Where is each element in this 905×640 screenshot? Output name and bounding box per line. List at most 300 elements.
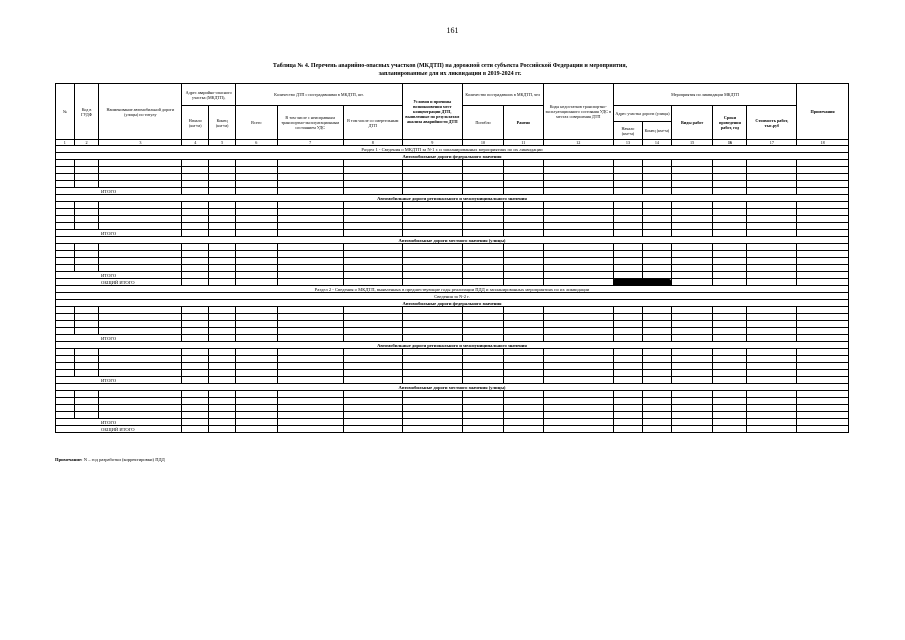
table-cell (747, 258, 797, 265)
table-cell (613, 188, 642, 195)
table-cell (797, 405, 849, 412)
table-cell (462, 349, 503, 356)
table-cell (504, 167, 543, 174)
table-cell (182, 244, 209, 251)
table-cell (343, 398, 402, 405)
table-cell (209, 202, 236, 209)
table-cell (797, 258, 849, 265)
table-cell (504, 244, 543, 251)
table-cell (671, 314, 712, 321)
table-cell (343, 314, 402, 321)
table-cell (236, 349, 277, 356)
table-cell (402, 167, 462, 174)
table-cell (613, 216, 642, 223)
hdr-m-start: Начало (км+м) (613, 122, 642, 140)
table-cell (671, 202, 712, 209)
itogo-label-row (56, 230, 849, 237)
hdr-measures: Мероприятия по ликвидации МКДТП (613, 84, 796, 106)
table-cell (543, 398, 613, 405)
table-cell (402, 321, 462, 328)
table-cell (671, 272, 712, 279)
table-row (56, 398, 849, 405)
table-cell (343, 223, 402, 230)
table-cell (236, 377, 277, 384)
table-cell (671, 251, 712, 258)
table-cell (182, 209, 209, 216)
table-cell (747, 370, 797, 377)
table-cell (402, 244, 462, 251)
road-local-title-row (56, 237, 849, 244)
table-cell (277, 181, 343, 188)
table-cell (209, 328, 236, 335)
table-cell (182, 272, 209, 279)
section-2-subtitle-row (56, 293, 849, 300)
table-cell (277, 335, 343, 342)
table-cell (277, 307, 343, 314)
section-2-title-row (56, 286, 849, 293)
table-cell (277, 258, 343, 265)
table-cell (613, 412, 642, 419)
table-cell (613, 181, 642, 188)
table-cell (182, 426, 209, 433)
table-cell (182, 363, 209, 370)
table-cell (209, 370, 236, 377)
table-cell (713, 391, 747, 398)
itogo-label-row (56, 419, 849, 426)
table-cell (462, 244, 503, 251)
table-cell (504, 216, 543, 223)
section-1-title: Раздел 1 - Сведения о МКДТП за N-1 г. и запланированных мероприятиях по их ликвидации (56, 146, 849, 153)
table-cell (713, 223, 747, 230)
table-cell (209, 223, 236, 230)
table-cell (713, 167, 747, 174)
table-cell (343, 279, 402, 286)
table-cell (747, 216, 797, 223)
table-cell (56, 244, 75, 251)
table-cell (74, 321, 99, 328)
table-cell (504, 279, 543, 286)
table-cell (182, 216, 209, 223)
table-cell (182, 321, 209, 328)
table-cell (209, 216, 236, 223)
table-cell (642, 216, 671, 223)
table-cell (277, 356, 343, 363)
table-cell (56, 412, 75, 419)
table-cell (74, 391, 99, 398)
table-cell (713, 412, 747, 419)
table-cell (182, 251, 209, 258)
table-cell (747, 314, 797, 321)
table-cell (671, 307, 712, 314)
table-cell (543, 321, 613, 328)
table-cell (99, 363, 182, 370)
table-cell (642, 230, 671, 237)
table-cell (99, 356, 182, 363)
table-cell (747, 272, 797, 279)
table-cell (277, 223, 343, 230)
table-cell (209, 363, 236, 370)
table-cell (236, 258, 277, 265)
table-cell (642, 202, 671, 209)
table-row (56, 307, 849, 314)
table-cell (209, 377, 236, 384)
table-cell (236, 321, 277, 328)
col-num: 14 (642, 140, 671, 146)
table-cell (236, 181, 277, 188)
table-cell (642, 314, 671, 321)
table-cell (642, 307, 671, 314)
table-cell (462, 258, 503, 265)
itogo-label: ИТОГО (56, 272, 182, 279)
table-cell (543, 328, 613, 335)
table-cell (182, 370, 209, 377)
table-cell (343, 321, 402, 328)
table-cell (671, 398, 712, 405)
table-cell (671, 244, 712, 251)
table-cell (56, 251, 75, 258)
table-cell (209, 391, 236, 398)
table-cell (642, 223, 671, 230)
table-cell (642, 419, 671, 426)
table-cell (462, 181, 503, 188)
table-cell (713, 181, 747, 188)
table-cell (182, 328, 209, 335)
table-cell (402, 335, 462, 342)
table-cell (543, 405, 613, 412)
table-cell (543, 216, 613, 223)
table-cell (713, 328, 747, 335)
table-cell (182, 174, 209, 181)
note-label: Примечание: (55, 457, 83, 462)
table-cell (277, 265, 343, 272)
table-cell (747, 391, 797, 398)
table-row (56, 174, 849, 181)
table-cell (56, 363, 75, 370)
table-cell (402, 370, 462, 377)
table-cell (402, 377, 462, 384)
table-cell (236, 188, 277, 195)
obshiy-itogo-label-row (56, 426, 849, 433)
table-cell (402, 307, 462, 314)
table-cell (671, 328, 712, 335)
itogo-label-row (56, 272, 849, 279)
table-cell (277, 398, 343, 405)
table-cell (713, 405, 747, 412)
table-cell (613, 419, 642, 426)
table-row (56, 251, 849, 258)
table-cell (277, 272, 343, 279)
mkdtp-table (55, 83, 849, 433)
table-cell (209, 419, 236, 426)
table-cell (343, 356, 402, 363)
table-cell (504, 377, 543, 384)
table-cell (713, 335, 747, 342)
table-cell (797, 174, 849, 181)
table-cell (343, 160, 402, 167)
table-cell (671, 426, 712, 433)
table-cell (713, 349, 747, 356)
table-cell (402, 230, 462, 237)
table-cell (182, 181, 209, 188)
table-cell (277, 209, 343, 216)
table-cell (236, 272, 277, 279)
table-cell (613, 244, 642, 251)
table-cell (343, 377, 402, 384)
itogo-label: ИТОГО (56, 335, 182, 342)
table-cell (504, 321, 543, 328)
table-cell (209, 321, 236, 328)
table-cell (462, 412, 503, 419)
table-cell (402, 426, 462, 433)
table-cell (402, 265, 462, 272)
col-num: 4 (182, 140, 209, 146)
table-row (56, 412, 849, 419)
table-cell (99, 244, 182, 251)
col-num: 5 (209, 140, 236, 146)
table-cell (671, 223, 712, 230)
table-cell (504, 307, 543, 314)
table-cell (277, 251, 343, 258)
table-cell (747, 377, 797, 384)
table-cell (462, 265, 503, 272)
col-num: 13 (613, 140, 642, 146)
table-cell (504, 391, 543, 398)
table-cell (462, 391, 503, 398)
table-cell (642, 265, 671, 272)
col-num: 3 (99, 140, 182, 146)
table-cell (713, 363, 747, 370)
table-cell (343, 251, 402, 258)
table-cell (671, 377, 712, 384)
table-cell (797, 426, 849, 433)
table-cell (209, 307, 236, 314)
table-row (56, 216, 849, 223)
table-cell (642, 321, 671, 328)
table-cell (671, 209, 712, 216)
table-cell (671, 405, 712, 412)
table-cell (343, 426, 402, 433)
table-cell (402, 356, 462, 363)
table-cell (797, 160, 849, 167)
table-cell (543, 244, 613, 251)
note-text: N – год разработки (корректировки) ПДД (83, 457, 165, 462)
table-cell (543, 230, 613, 237)
table-cell (504, 426, 543, 433)
table-row (56, 370, 849, 377)
table-cell (402, 258, 462, 265)
table-cell (747, 412, 797, 419)
table-cell (504, 188, 543, 195)
table-cell (713, 230, 747, 237)
table-cell (343, 174, 402, 181)
table-cell (671, 160, 712, 167)
road-local-title: Автомобильные дороги местного значения (улицы) (56, 384, 849, 391)
table-cell (402, 174, 462, 181)
table-cell (462, 279, 503, 286)
table-cell (343, 328, 402, 335)
table-cell (209, 174, 236, 181)
table-cell (74, 363, 99, 370)
table-cell (209, 398, 236, 405)
table-cell (56, 314, 75, 321)
table-cell (747, 426, 797, 433)
table-row (56, 321, 849, 328)
table-cell (713, 209, 747, 216)
table-cell (56, 160, 75, 167)
table-cell (462, 405, 503, 412)
col-num: 16 (713, 140, 747, 146)
table-cell (613, 272, 642, 279)
col-num: 2 (74, 140, 99, 146)
table-cell (613, 230, 642, 237)
table-cell (343, 181, 402, 188)
table-cell (277, 167, 343, 174)
table-cell (642, 181, 671, 188)
road-federal-title: Автомобильные дороги федерального значения (56, 153, 849, 160)
road-regional-title-row (56, 342, 849, 349)
table-cell (209, 356, 236, 363)
table-cell (182, 202, 209, 209)
table-cell (74, 405, 99, 412)
table-cell (504, 398, 543, 405)
table-cell (99, 216, 182, 223)
table-cell (236, 412, 277, 419)
table-cell (504, 181, 543, 188)
table-cell (747, 405, 797, 412)
table-cell (797, 223, 849, 230)
table-cell (797, 244, 849, 251)
table-cell (504, 349, 543, 356)
table-cell (182, 335, 209, 342)
table-cell (74, 328, 99, 335)
table-row (56, 405, 849, 412)
table-cell (343, 265, 402, 272)
table-cell (74, 265, 99, 272)
table-cell (797, 419, 849, 426)
table-cell (99, 307, 182, 314)
table-cell (543, 370, 613, 377)
table-cell (74, 223, 99, 230)
table-cell (236, 265, 277, 272)
road-federal-title-row (56, 300, 849, 307)
table-cell (462, 167, 503, 174)
table-cell (402, 181, 462, 188)
hdr-m-addr: Адрес участка дороги (улицы) (613, 106, 671, 122)
table-cell (99, 209, 182, 216)
table-cell (74, 174, 99, 181)
table-cell (713, 272, 747, 279)
hdr-addr-end: Конец (км+м) (209, 106, 236, 140)
table-row (56, 181, 849, 188)
hdr-dtp-total: Всего (236, 106, 277, 140)
obshiy-itogo-label: ОБЩИЙ ИТОГО (56, 426, 182, 433)
table-cell (713, 321, 747, 328)
table-cell (713, 216, 747, 223)
table-cell (642, 335, 671, 342)
table-cell (277, 391, 343, 398)
table-cell (671, 419, 712, 426)
table-cell (343, 244, 402, 251)
table-cell (462, 188, 503, 195)
table-cell (99, 370, 182, 377)
hdr-m-works: Виды работ (671, 106, 712, 140)
redacted-cell (613, 279, 671, 286)
table-cell (343, 412, 402, 419)
table-cell (747, 265, 797, 272)
table-cell (747, 251, 797, 258)
table-cell (209, 230, 236, 237)
table-cell (797, 279, 849, 286)
table-cell (797, 216, 849, 223)
itogo-label-row (56, 188, 849, 195)
table-cell (402, 209, 462, 216)
table-row (56, 209, 849, 216)
table-cell (74, 370, 99, 377)
table-cell (543, 335, 613, 342)
table-cell (797, 209, 849, 216)
table-row (56, 167, 849, 174)
hdr-conditions: Условия и причины возникновения мест концентрации ДТП, выявленные по результатам анализа аварийности ДТП (402, 84, 462, 140)
table-cell (236, 223, 277, 230)
table-cell (642, 426, 671, 433)
table-cell (642, 251, 671, 258)
table-cell (236, 230, 277, 237)
table-cell (56, 174, 75, 181)
itogo-label: ИТОГО (56, 377, 182, 384)
table-cell (182, 405, 209, 412)
table-cell (277, 202, 343, 209)
table-cell (236, 307, 277, 314)
table-row (56, 202, 849, 209)
table-cell (671, 230, 712, 237)
hdr-deficiency-codes: Коды недостатков транспортно-эксплуатационного состояния УДС в местах совершения ДТП (543, 84, 613, 140)
table-cell (747, 356, 797, 363)
table-cell (209, 349, 236, 356)
table-title (150, 62, 750, 78)
table-cell (277, 160, 343, 167)
table-cell (236, 405, 277, 412)
table-cell (277, 244, 343, 251)
table-cell (543, 363, 613, 370)
table-cell (642, 377, 671, 384)
table-cell (74, 307, 99, 314)
table-cell (236, 209, 277, 216)
table-cell (402, 419, 462, 426)
table-cell (613, 202, 642, 209)
table-cell (613, 349, 642, 356)
table-cell (99, 223, 182, 230)
table-cell (797, 307, 849, 314)
table-cell (671, 356, 712, 363)
table-cell (99, 167, 182, 174)
table-cell (99, 202, 182, 209)
table-cell (182, 265, 209, 272)
hdr-notes: Примечания (797, 84, 849, 140)
table-cell (182, 223, 209, 230)
table-cell (642, 258, 671, 265)
table-cell (209, 279, 236, 286)
table-cell (747, 244, 797, 251)
table-cell (343, 363, 402, 370)
table-cell (504, 251, 543, 258)
table-cell (543, 314, 613, 321)
table-cell (504, 272, 543, 279)
table-cell (747, 167, 797, 174)
table-cell (277, 419, 343, 426)
table-cell (613, 328, 642, 335)
table-cell (462, 314, 503, 321)
table-cell (671, 370, 712, 377)
